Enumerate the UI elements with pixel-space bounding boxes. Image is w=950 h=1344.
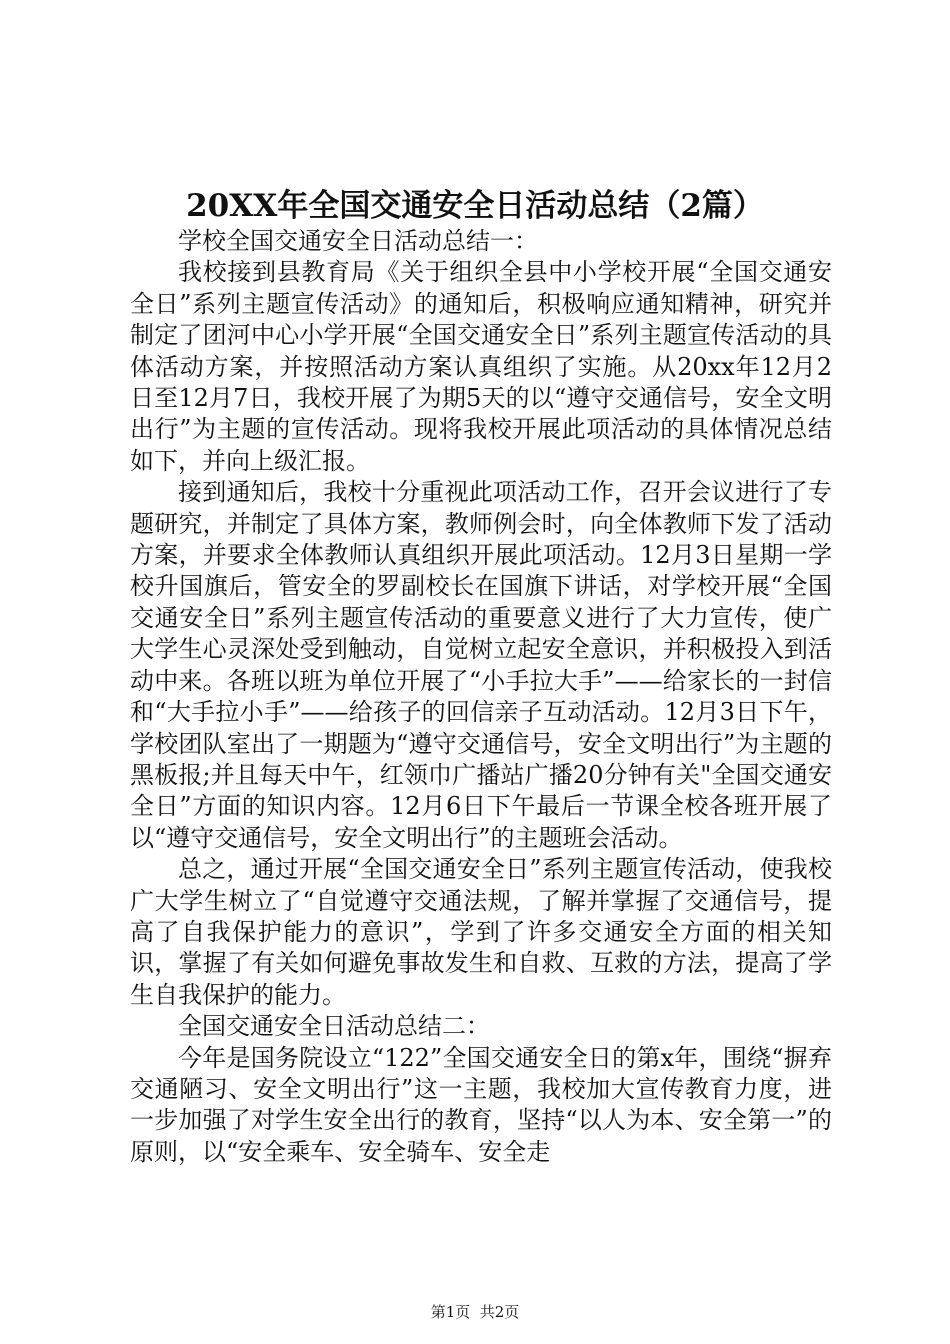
document-body [130,226,832,1168]
section-heading: 学校全国交通安全日活动总结一： [178,227,538,255]
body-paragraph: 接到通知后，我校十分重视此项活动工作，召开会议进行了专题研究，并制定了具体方案，教师例会时，向全体教师下发了活动方案，并要求全体教师认真组织开展此项活动。12月3日星期一学校升国旗后，管安全的罗副校长在国旗下讲话，对学校开展“全国交通安全日”系列主题宣传活动的重要意义进行了大力宣传，使广大学生心灵深处受到触动，自觉树立起安全意识，并积极投入到活动中来。各班以班为单位开展了“小手拉大手”——给家长的一封信和“大手拉小手”——给孩子的回信亲子互动活动。12月3日下午，学校团队室出了一期题为“遵守交通信号，安全文明出行”为主题的黑板报;并且每天中午，红领巾广播站广播20分钟有关"全国交通安全日”方面的知识内容。12月6日下午最后一节课全校各班开展了以“遵守交通信号，安全文明出行”的主题班会活动。 [130,478,832,852]
body-paragraph: 我校接到县教育局《关于组织全县中小学校开展“全国交通安全日”系列主题宣传活动》的通知后，积极响应通知精神，研究并制定了团河中心小学开展“全国交通安全日”系列主题宣传活动的具体活动方案，并按照活动方案认真组织了实施。从20xx年12月2日至12月7日，我校开展了为期5天的以“遵守交通信号，安全文明出行”为主题的宣传活动。现将我校开展此项活动的具体情况总结如下，并向上级汇报。 [130,258,832,475]
body-paragraph: 今年是国务院设立“122”全国交通安全日的第x年，围绕“摒弃交通陋习、安全文明出行”这一主题，我校加大宣传教育力度，进一步加强了对学生安全出行的教育，坚持“以人为本、安全第一”的原则，以“安全乘车、安全骑车、安全走 [130,1043,832,1166]
body-paragraph: 总之，通过开展“全国交通安全日”系列主题宣传活动，使我校广大学生树立了“自觉遵守交通法规，了解并掌握了交通信号，提高了自我保护能力的意识”，学到了许多交通安全方面的相关知识，掌握了有关如何避免事故发生和自救、互救的方法，提高了学生自我保护的能力。 [130,855,832,1009]
page-footer: 第1页 共2页 [430,1303,520,1321]
document-title: 20XX年全国交通安全日活动总结（2篇） [186,188,764,224]
section-heading: 全国交通安全日活动总结二： [178,1012,490,1041]
